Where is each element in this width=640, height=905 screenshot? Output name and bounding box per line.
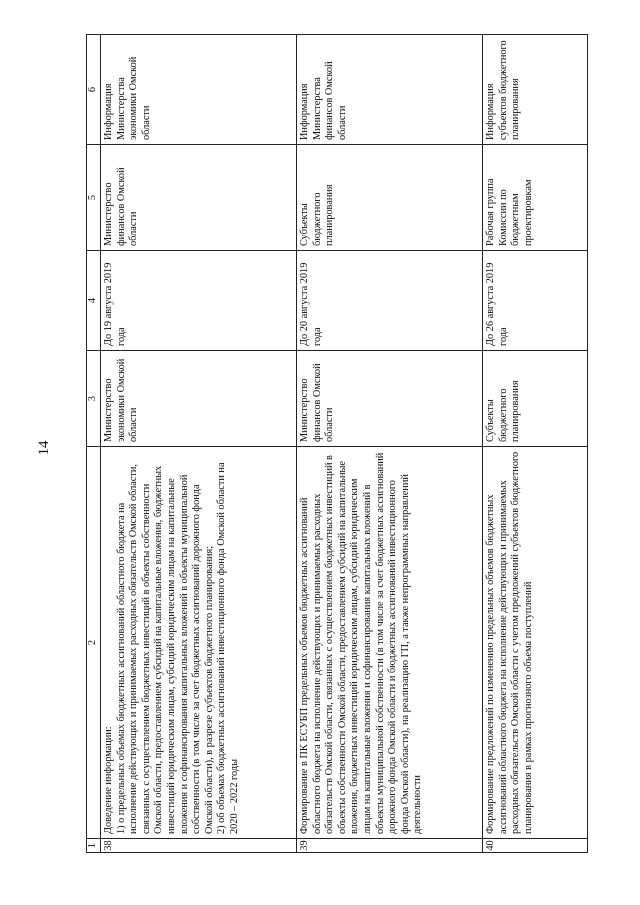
description-cell xyxy=(101,447,297,839)
header-cell: 2 xyxy=(87,447,101,839)
description-line: Доведение информации: xyxy=(103,726,114,834)
description-line: 2) об объемах бюджетных ассигнований инвестиционного фонда Омской области на 2020 – 2022 годы xyxy=(216,462,240,834)
deadline-cell: До 20 августа 2019 года xyxy=(297,251,483,351)
plan-table xyxy=(86,34,588,853)
result-cell: Информация Министерства финансов Омской области xyxy=(297,35,483,145)
row-number: 40 xyxy=(483,839,588,853)
description-line: Формирование в ПК ЕСУБП предельных объемов бюджетных ассигнований областного бюджета на исполнение действующих и принимаемых расходных обязательств Омской области, связанных с осуществлением бюджетных инвестиций в объекты собственности Омской области, предоставлением субсидий на капитальные вложения, бюджетных инвестиций юридическим лицам, субсидий юридическим лицам на капитальные вложения и софинансирования капитальных вложений в объекты муниципальной собственности (в том числе за счет бюджетных ассигнований дорожного фонда Омской области и бюджетных ассигнований инвестиционного фонда Омской области), на реализацию ГП, а также непрограммных направлений деятельности xyxy=(299,452,424,834)
table-row xyxy=(101,35,297,853)
row-number: 38 xyxy=(101,839,297,853)
header-cell: 4 xyxy=(87,251,101,351)
page-number: 14 xyxy=(36,440,52,456)
header-cell: 5 xyxy=(87,145,101,251)
recipient-cell: Субъекты бюджетного планирования xyxy=(297,145,483,251)
responsible-cell: Министерство экономики Омской области xyxy=(101,351,297,447)
rotated-table-wrapper xyxy=(86,35,588,853)
result-cell: Информация Министерства экономики Омской области xyxy=(101,35,297,145)
deadline-cell: До 19 августа 2019 года xyxy=(101,251,297,351)
recipient-cell: Министерство финансов Омской области xyxy=(101,145,297,251)
row-number: 39 xyxy=(297,839,483,853)
description-cell xyxy=(483,447,588,839)
table-row xyxy=(297,35,483,853)
header-cell: 1 xyxy=(87,839,101,853)
result-cell: Информация субъектов бюджетного планирования xyxy=(483,35,588,145)
description-cell xyxy=(297,447,483,839)
header-cell: 3 xyxy=(87,351,101,447)
responsible-cell: Субъекты бюджетного планирования xyxy=(483,351,588,447)
header-cell: 6 xyxy=(87,35,101,145)
description-line: 1) о предельных объемах бюджетных ассигнований областного бюджета на исполнение действующих и принимаемых расходных обязательств Омской области, связанных с осуществлением бюджетных инвестиций в объекты собственности Омской области, предоставлением субсидий на капитальные вложения, бюджетных инвестиций юридическим лицам, субсидий юридическим лицам на капитальные вложения и софинансирования капитальных вложений в объекты муниципальной собственности (в том числе за счет бюджетных ассигнований дорожного фонда Омской области), в разрезе субъектов бюджетного планирования; xyxy=(115,464,215,834)
header-row xyxy=(87,35,101,853)
table-row xyxy=(483,35,588,853)
responsible-cell: Министерство финансов Омской области xyxy=(297,351,483,447)
deadline-cell: До 26 августа 2019 года xyxy=(483,251,588,351)
recipient-cell: Рабочая группа Комиссии по бюджетным проектировкам xyxy=(483,145,588,251)
description-line: Формирование предложений по изменению предельных объемов бюджетных ассигнований областного бюджета на исполнение действующих и принимаемых расходных обязательств Омской области с учетом предложений субъектов бюджетного планирования в рамках прогнозного объема поступлений xyxy=(485,451,534,834)
